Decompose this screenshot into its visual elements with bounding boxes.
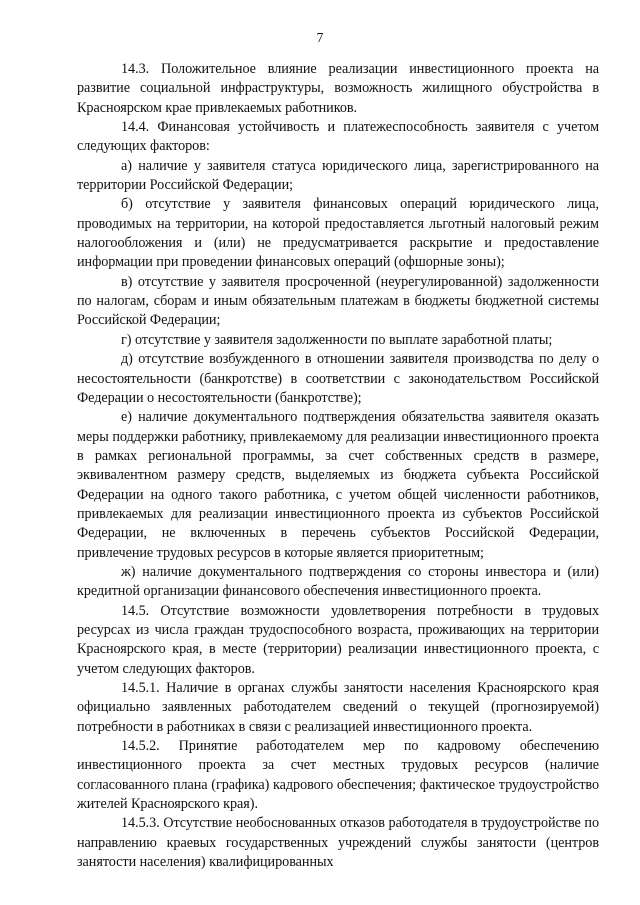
paragraph-14-5-3: 14.5.3. Отсутствие необоснованных отказов работодателя в трудоустройстве по направлению краевых государственных учреждений службы занятости (центров занятости населения) квалифицированных [77,815,599,871]
paragraph-14-4-d: д) отсутствие возбужденного в отношении заявителя производства по делу о несостоятельности (банкротстве) в соответствии с законодательством Российской Федерации о несостоятельности (банкротстве); [77,351,599,406]
paragraph-14-3: 14.3. Положительное влияние реализации инвестиционного проекта на развитие социальной инфраструктуры, возможность жилищного обустройства в Красноярском крае привлекаемых работников. [77,61,599,116]
paragraph-14-4-g: г) отсутствие у заявителя задолженности по выплате заработной платы; [121,331,553,348]
page-number: 7 [316,30,324,45]
paragraph-14-4-a: а) наличие у заявителя статуса юридического лица, зарегистрированного на территории Российской Федерации; [77,157,599,194]
paragraph-14-4-v: в) отсутствие у заявителя просроченной (неурегулированной) задолженности по налогам, сборам и иным обязательным платежам в бюджеты бюджетной системы Российской Федерации; [77,273,599,329]
document-body [77,60,599,872]
paragraph-14-5-2: 14.5.2. Принятие работодателем мер по кадровому обеспечению инвестиционного проекта за счет местных трудовых ресурсов (наличие согласованного плана (графика) кадрового обеспечения; фактическое трудоустройство жителей Красноярского края). [77,738,599,813]
paragraph-14-4-e: е) наличие документального подтверждения обязательства заявителя оказать меры поддержки работнику, привлекаемому для реализации инвестиционного проекта в рамках региональной программы, за счет собственных средств в размере, эквивалентном размеру средств, выделяемых из бюджета субъекта Российской Федерации на одного такого работника, с учетом общей численности работников, привлекаемых для реализации инвестиционного проекта из субъектов Российской Федерации, не включенных в перечень субъектов Российской Федерации, привлечение трудовых ресурсов в которые является приоритетным; [77,409,599,561]
paragraph-14-4: 14.4. Финансовая устойчивость и платежеспособность заявителя с учетом следующих факторов: [77,119,599,155]
paragraph-14-5-1: 14.5.1. Наличие в органах службы занятости населения Красноярского края официально заявленных работодателем сведений о текущей (прогнозируемой) потребности в работниках в связи с реализацией инвестиционного проекта. [77,680,599,735]
paragraph-14-4-zh: ж) наличие документального подтверждения со стороны инвестора и (или) кредитной организации финансового обеспечения инвестиционного проекта. [77,563,599,600]
paragraph-14-4-b: б) отсутствие у заявителя финансовых операций юридического лица, проводимых на территории, на которой предоставляется льготный налоговый режим налогообложения и (или) не предусматривается раскрытие и предоставление информации при проведении финансовых операций (офшорные зоны); [77,196,599,271]
paragraph-14-5: 14.5. Отсутствие возможности удовлетворения потребности в трудовых ресурсах из числа граждан трудоспособного возраста, проживающих на территории Красноярского края, в месте (территории) реализации инвестиционного проекта, с учетом следующих факторов. [77,602,599,677]
